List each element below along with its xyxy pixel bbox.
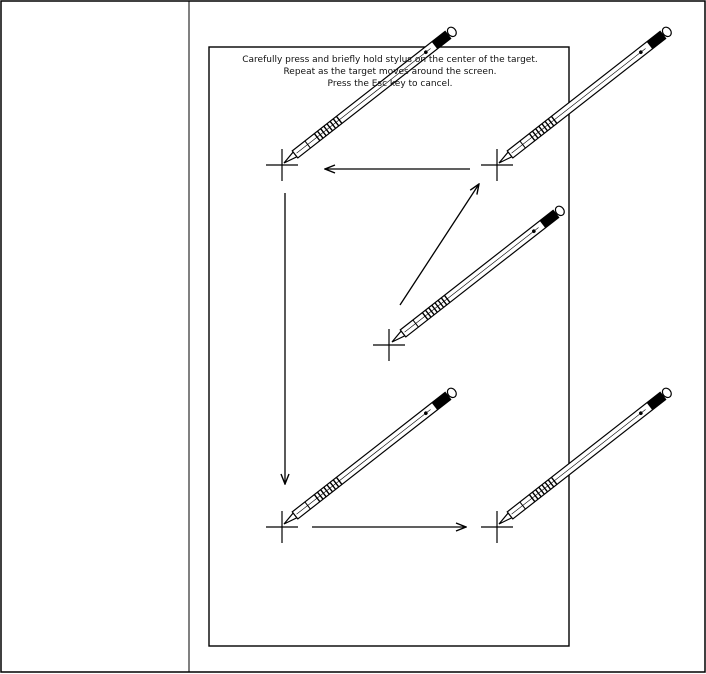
instruction-line-3: Press the Esc key to cancel.	[327, 79, 453, 89]
instruction-line-1: Carefully press and briefly hold stylus on the center of the target.	[242, 55, 538, 65]
instruction-line-2: Repeat as the target moves around the screen.	[283, 67, 497, 77]
calibration-instructions	[212, 54, 568, 90]
